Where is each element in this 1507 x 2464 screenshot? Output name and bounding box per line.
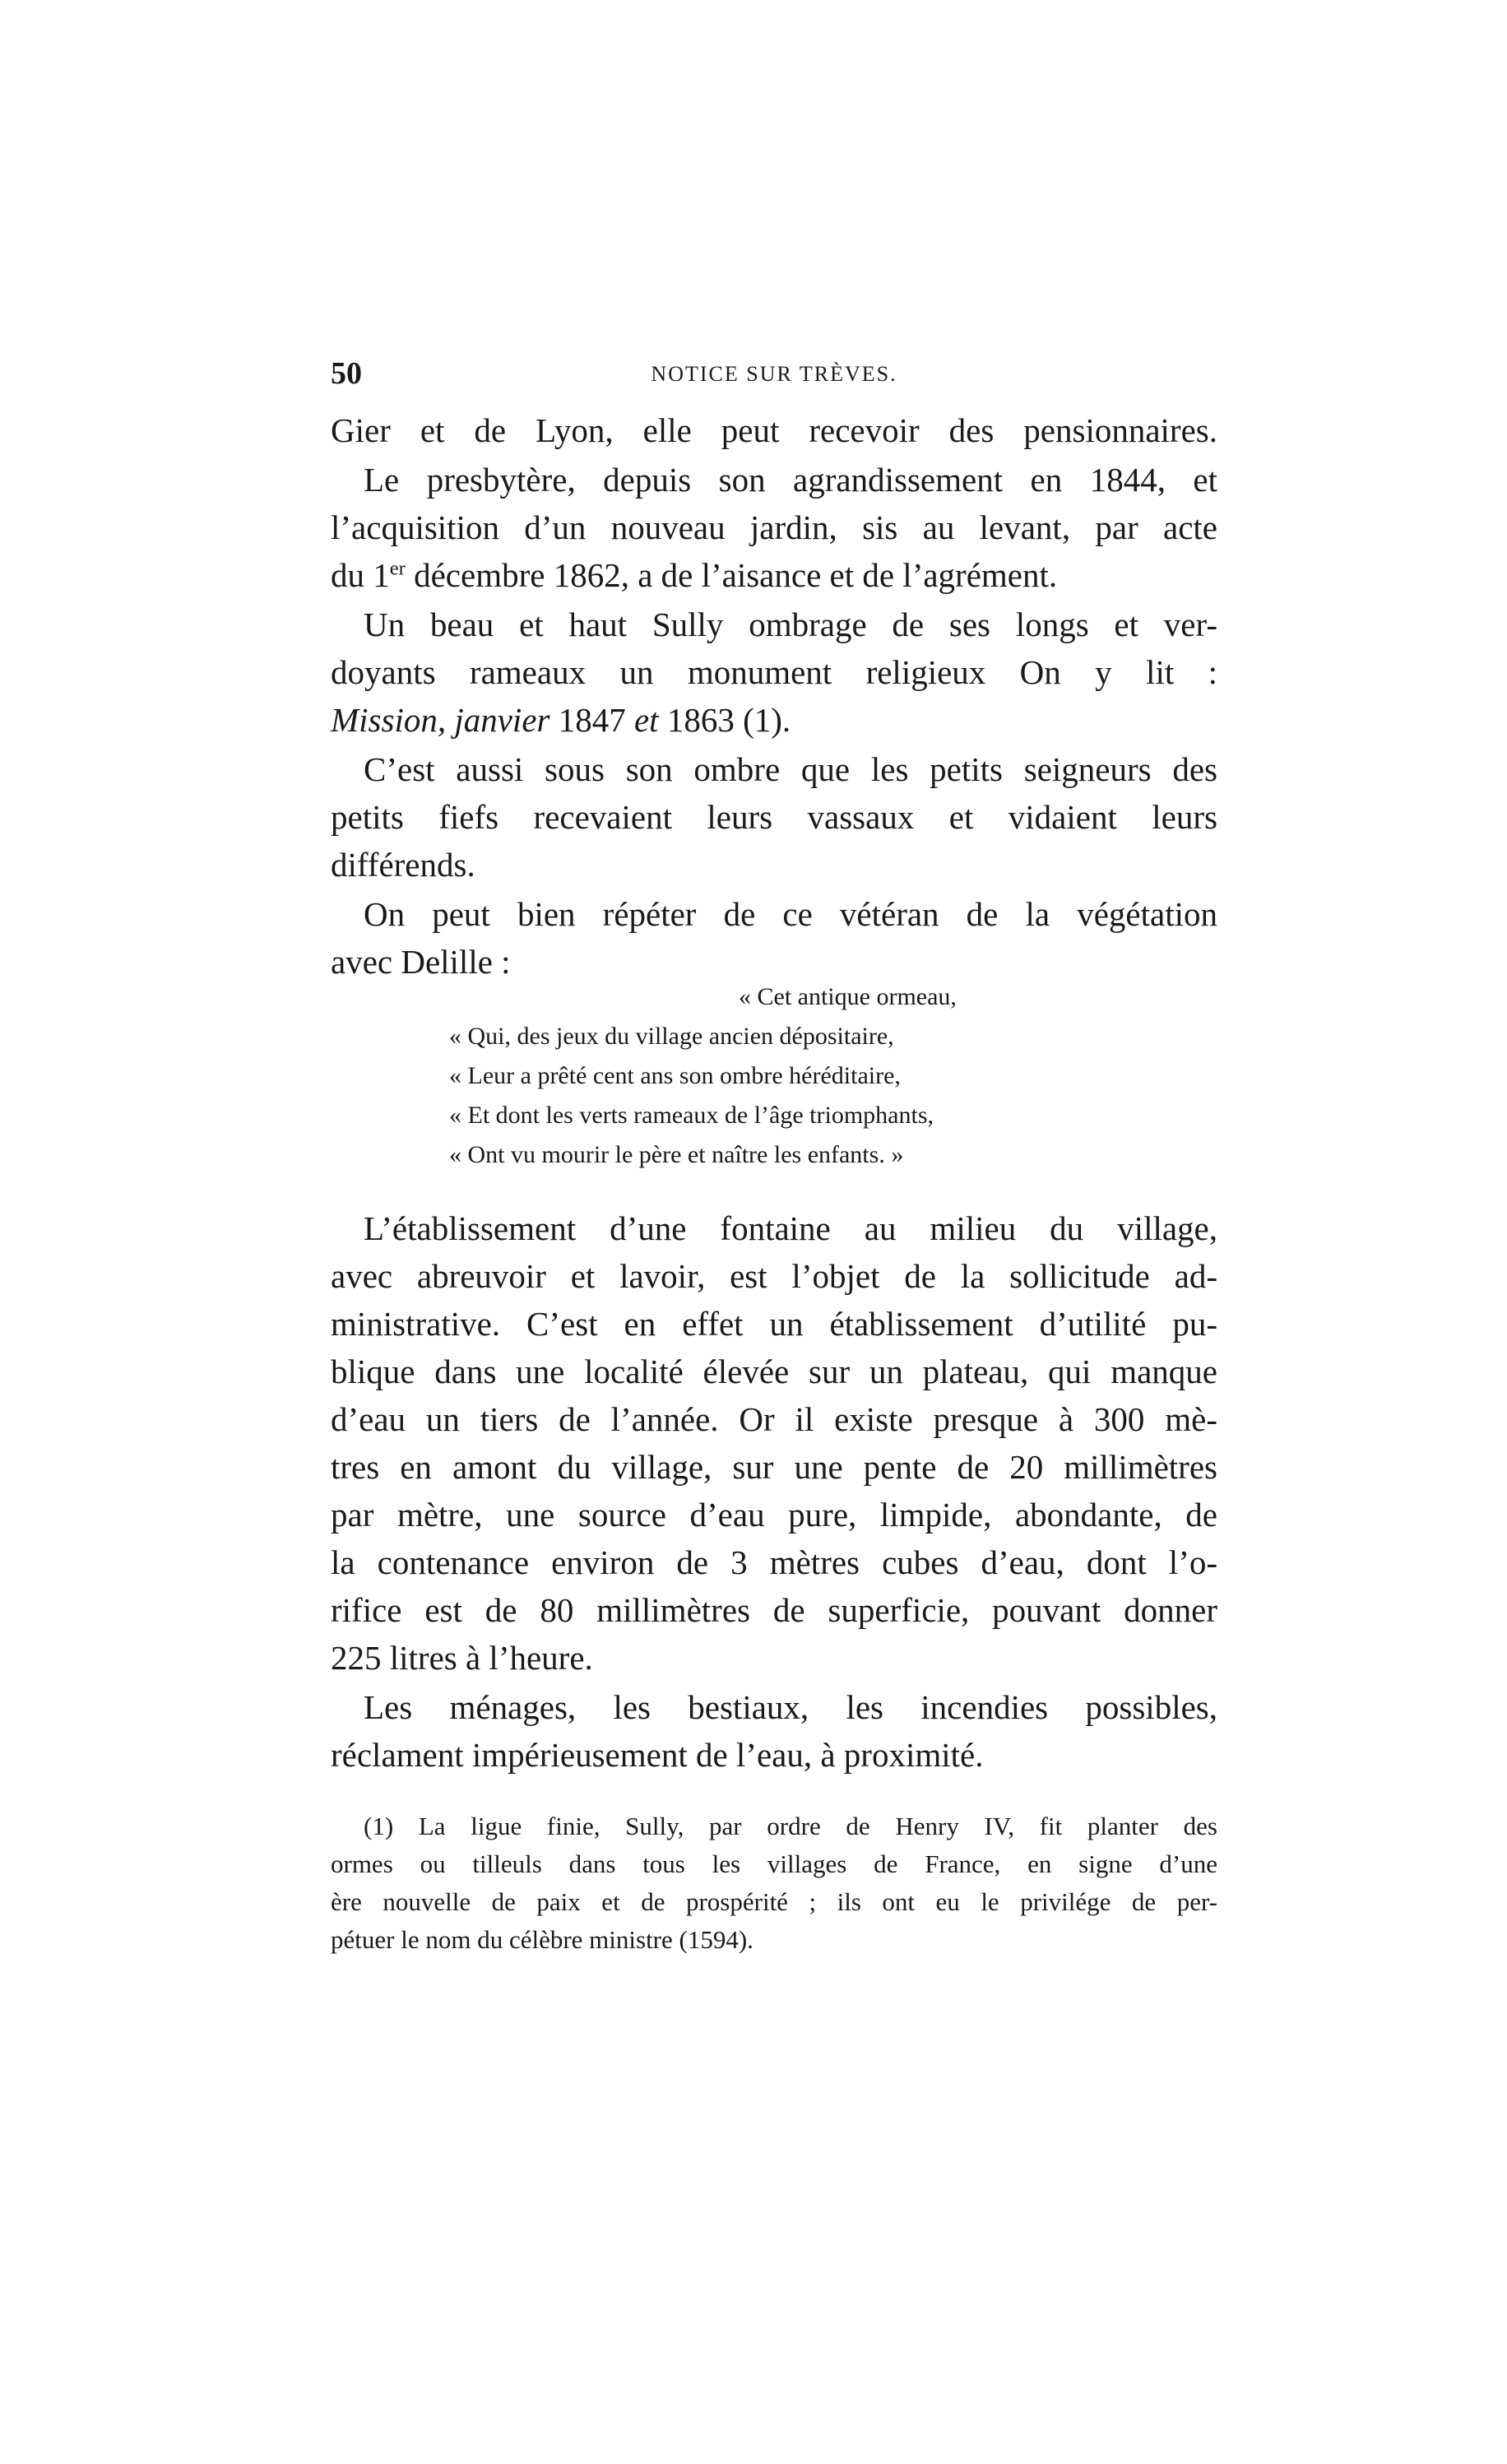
body-line: Mission, janvier 1847 et 1863 (1).	[331, 701, 791, 739]
body-line: doyants rameaux un monument religieux On y lit :	[331, 653, 1217, 691]
body-line: On peut bien répéter de ce vétéran de la végétation	[364, 895, 1217, 933]
page-header	[331, 355, 1217, 397]
body-line: avec abreuvoir et lavoir, est l’objet de la sollicitude ad-	[331, 1257, 1217, 1295]
poem-line: « Cet antique ormeau,	[739, 983, 957, 1010]
poem-line: « Qui, des jeux du village ancien dépositaire,	[449, 1023, 894, 1050]
running-title: NOTICE SUR TRÈVES.	[651, 362, 897, 386]
body-line: Le presbytère, depuis son agrandissement en 1844, et	[364, 461, 1217, 499]
body-line: L’établissement d’une fontaine au milieu du village,	[364, 1209, 1217, 1247]
body-line: C’est aussi sous son ombre que les petits seigneurs des	[364, 750, 1217, 788]
superscript: er	[389, 557, 406, 580]
poem-line: « Leur a prêté cent ans son ombre héréditaire,	[449, 1062, 901, 1089]
poem-line: « Et dont les verts rameaux de l’âge triomphants,	[449, 1102, 934, 1129]
body-line: différends.	[331, 846, 475, 884]
body-line: l’acquisition d’un nouveau jardin, sis au levant, par acte	[331, 508, 1217, 546]
body-line: réclament impérieusement de l’eau, à proximité.	[331, 1736, 984, 1774]
body-line: rifice est de 80 millimètres de superficie, pouvant donner	[331, 1591, 1217, 1629]
body-line: du 1er décembre 1862, a de l’aisance et de l’agrément.	[331, 556, 1058, 594]
page-number: 50	[331, 356, 362, 391]
body-line: avec Delille :	[331, 943, 511, 981]
footnote-line: ormes ou tilleuls dans tous les villages de France, en signe d’une	[331, 1849, 1217, 1878]
body-line: ministrative. C’est en effet un établissement d’utilité pu-	[331, 1305, 1217, 1343]
body-line: petits fiefs recevaient leurs vassaux et vidaient leurs	[331, 798, 1217, 836]
body-line: blique dans une localité élevée sur un plateau, qui manque	[331, 1353, 1217, 1390]
body-line: d’eau un tiers de l’année. Or il existe presque à 300 mè-	[331, 1400, 1217, 1438]
body-line: tres en amont du village, sur une pente de 20 millimètres	[331, 1448, 1217, 1486]
footnote-line: pétuer le nom du célèbre ministre (1594).	[331, 1925, 754, 1954]
body-line: Un beau et haut Sully ombrage de ses longs et ver-	[364, 606, 1217, 643]
poem-line: « Ont vu mourir le père et naître les enfants. »	[449, 1141, 904, 1168]
body-line: Gier et de Lyon, elle peut recevoir des pensionnaires.	[331, 411, 1217, 449]
body-line: 225 litres à l’heure.	[331, 1639, 593, 1677]
footnote-line: ère nouvelle de paix et de prospérité ; ils ont eu le privilége de per-	[331, 1887, 1217, 1916]
body-line: la contenance environ de 3 mètres cubes d’eau, dont l’o-	[331, 1543, 1217, 1581]
footnote-line: (1) La ligue finie, Sully, par ordre de Henry IV, fit planter des	[364, 1812, 1217, 1840]
body-line: par mètre, une source d’eau pure, limpide, abondante, de	[331, 1496, 1217, 1534]
body-line: Les ménages, les bestiaux, les incendies possibles,	[364, 1688, 1217, 1726]
